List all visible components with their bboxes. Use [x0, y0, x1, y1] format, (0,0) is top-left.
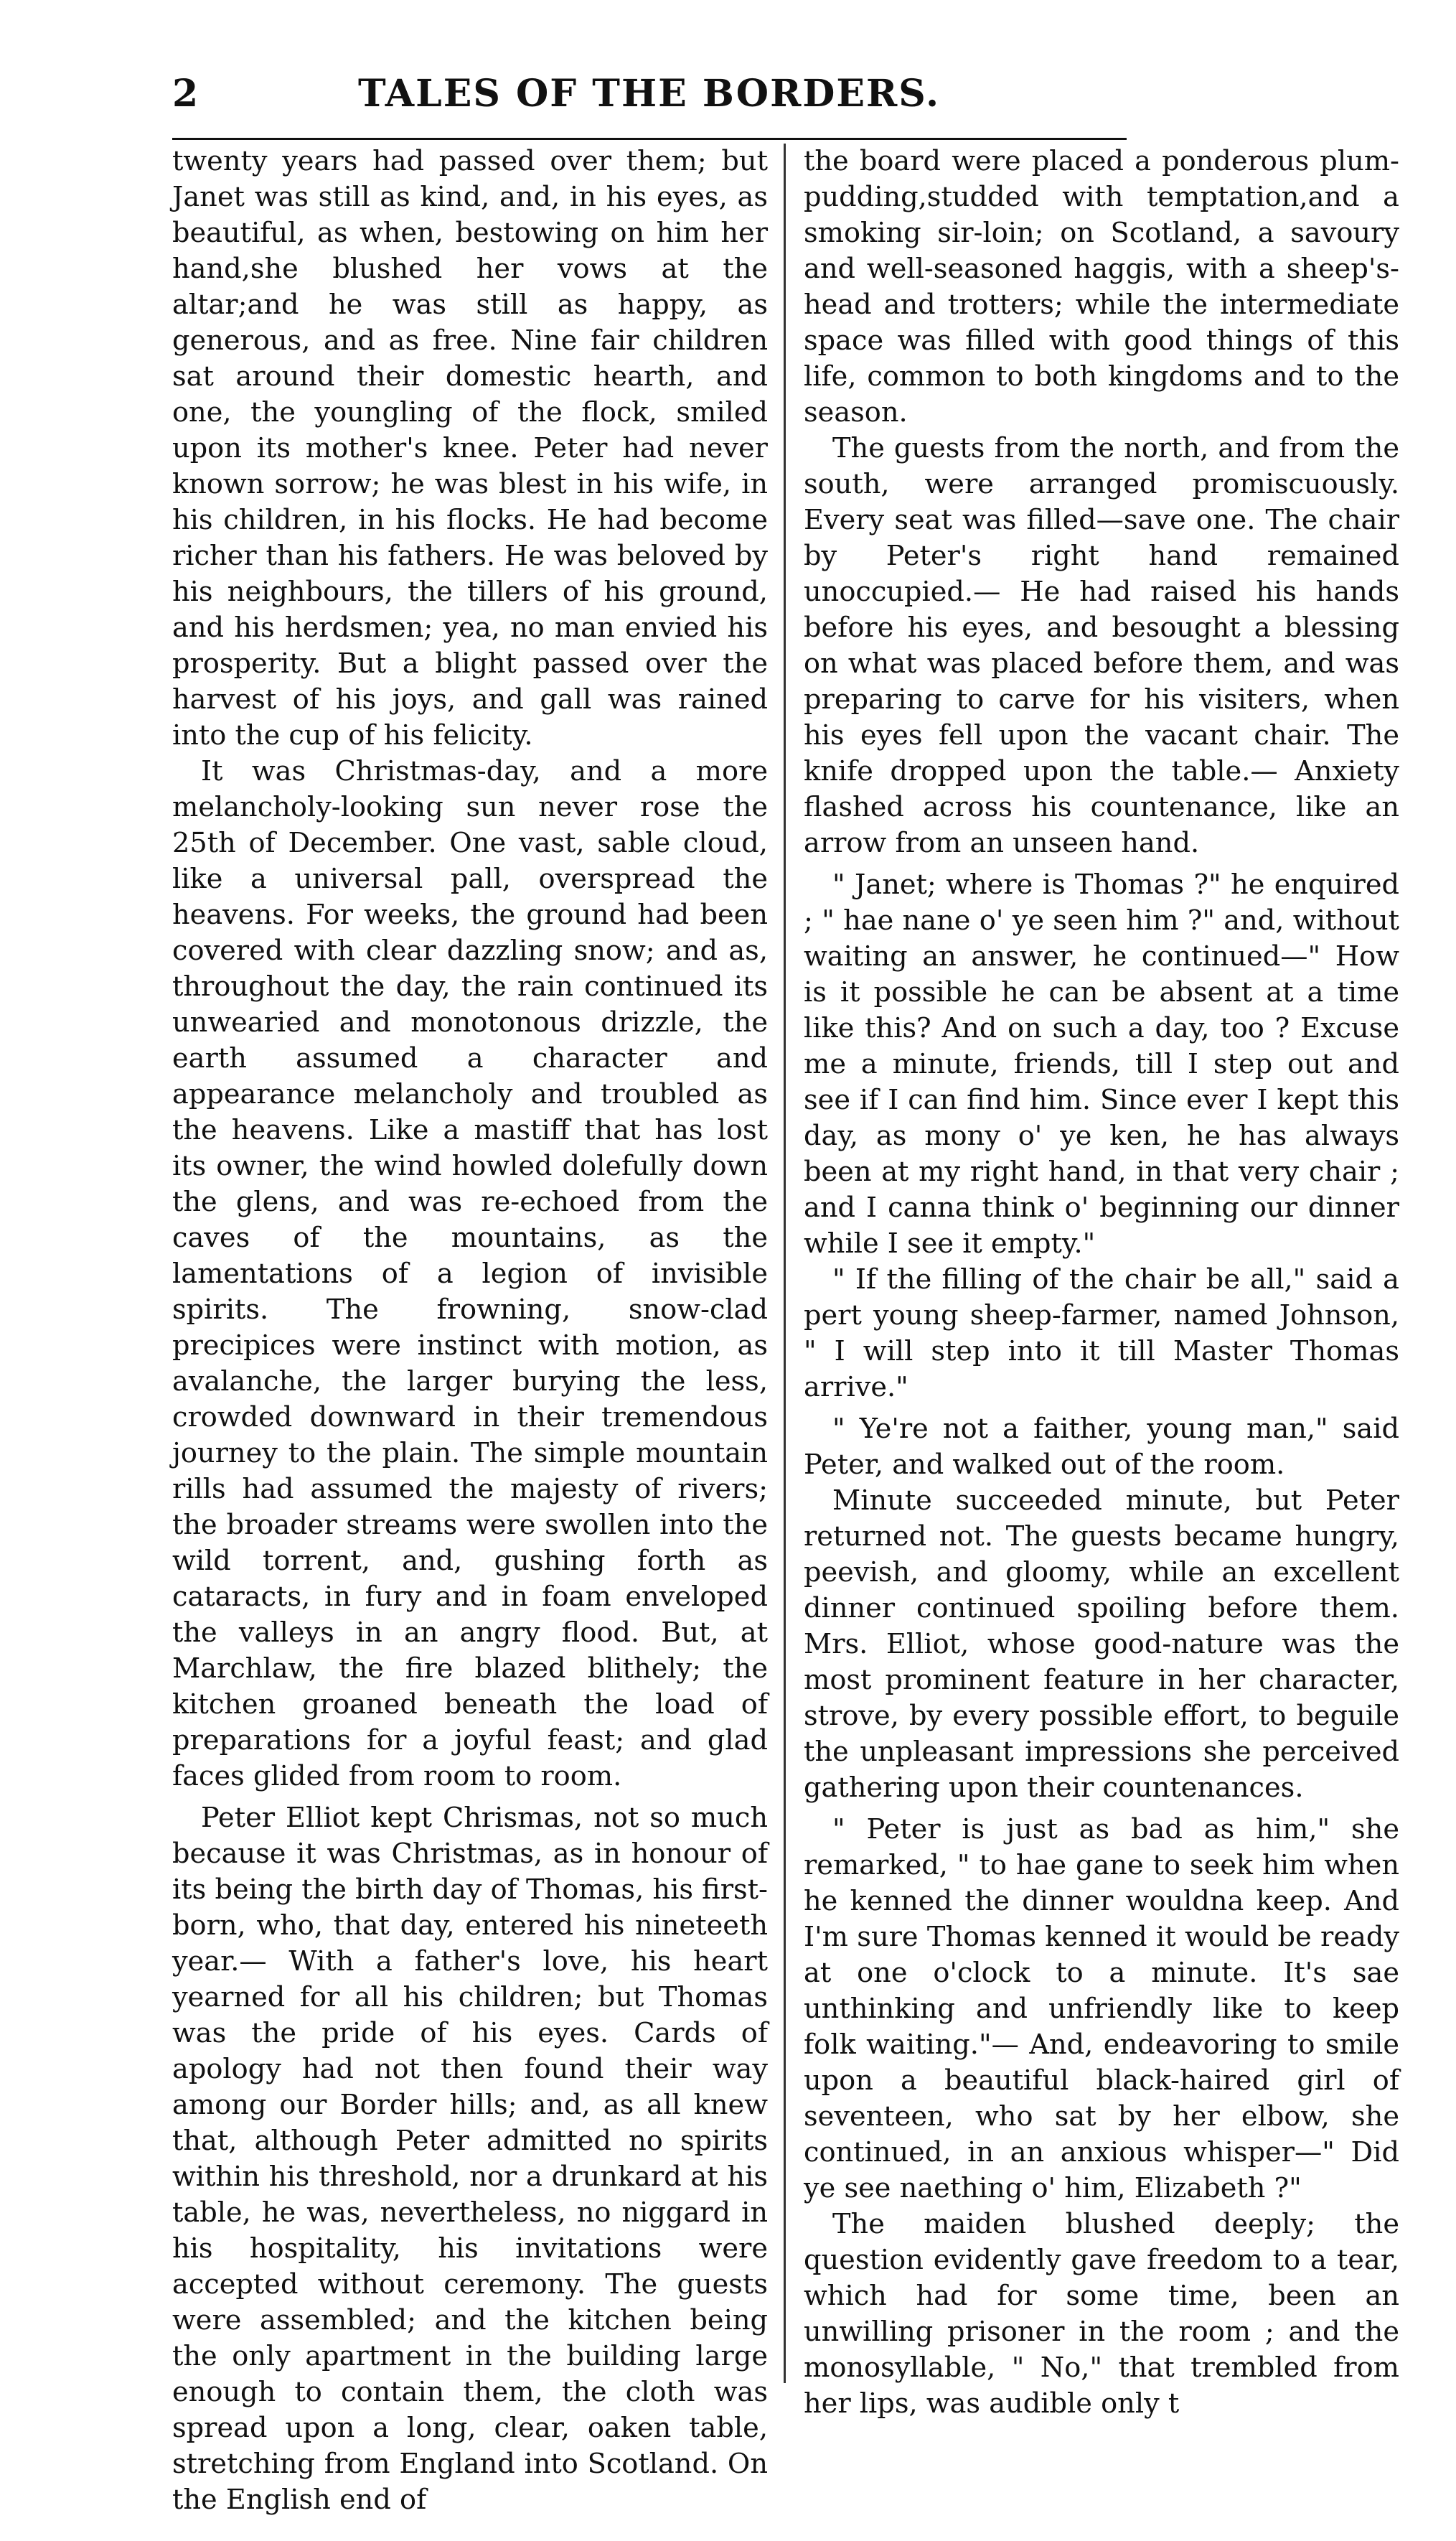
paragraph: " Ye're not a faither, young man," said Peter, and walked out of the room.	[804, 1413, 1399, 1481]
header-rule	[172, 138, 1127, 140]
paragraph: twenty years had passed over them; but Janet was still as kind, and, in his eyes, as beautiful, as when, bestowing on him her hand,she blushed her vows at the altar;and he was still as happy, as generous, and as free. Nine fair children sat around their domestic hearth, and one, the youngling of the flock, smiled upon its mother's knee. Peter had never known sorrow; he was blest in his wife, in his children, in his flocks. He had become richer than his fathers. He was beloved by his neighbours, the tillers of his ground, and his herdsmen; yea, no man envied his prosperity. But a blight passed over the harvest of his joys, and gall was rained into the cup of his felicity.	[172, 145, 768, 752]
paragraph: " If the filling of the chair be all," said a pert young sheep-farmer, named Johnson, " I will step into it till Master Thomas arrive."	[804, 1263, 1399, 1403]
paragraph: It was Christmas-day, and a more melancholy-looking sun never rose the 25th of December. One vast, sable cloud, like a universal pall, overspread the heavens. For weeks, the ground had been covered with clear dazzling snow; and as, throughout the day, the rain continued its unwearied and monotonous drizzle, the earth assumed a character and appearance melancholy and troubled as the heavens. Like a mastiff that has lost its owner, the wind howled dolefully down the glens, and was re-echoed from the caves of the mountains, as the lamentations of a legion of invisible spirits. The frowning, snow-clad precipices were instinct with motion, as avalanche, the larger burying the less, crowded downward in their tremendous journey to the plain. The simple mountain rills had assumed the majesty of rivers; the broader streams were swollen into the wild torrent, and, gushing forth as cataracts, in fury and in foam enveloped the valleys in an angry flood. But, at Marchlaw, the fire blazed blithely; the kitchen groaned beneath the load of preparations for a joyful feast; and glad faces glided from room to room.	[172, 755, 768, 1792]
left-column	[172, 144, 768, 2518]
paragraph: the board were placed a ponderous plum-pudding,studded with temptation,and a smoking sir-loin; on Scotland, a savoury and well-seasoned haggis, with a sheep's-head and trotters; while the intermediate space was filled with good things of this life, common to both kingdoms and to the season.	[804, 145, 1399, 429]
column-divider	[784, 144, 786, 2383]
right-column	[804, 144, 1399, 2422]
paragraph: Minute succeeded minute, but Peter returned not. The guests became hungry, peevish, and gloomy, while an excellent dinner continued spoiling before them. Mrs. Elliot, whose good-nature was the most prominent feature in her character, strove, by every possible effort, to beguile the unpleasant impressions she perceived gathering upon their countenances.	[804, 1484, 1399, 1804]
running-head: TALES OF THE BORDERS.	[357, 72, 941, 116]
paragraph: Peter Elliot kept Chrismas, not so much because it was Christmas, as in honour of its being the birth day of Thomas, his first-born, who, that day, entered his nineteeth year.— With a father's love, his heart yearned for all his children; but Thomas was the pride of his eyes. Cards of apology had not then found their way among our Border hills; and, as all knew that, although Peter admitted no spirits within his threshold, nor a drunkard at his table, he was, nevertheless, no niggard in his hospitality, his invitations were accepted without ceremony. The guests were assembled; and the kitchen being the only apartment in the building large enough to contain them, the cloth was spread upon a long, clear, oaken table, stretching from England into Scotland. On the English end of	[172, 1802, 768, 2516]
paragraph: " Peter is just as bad as him," she remarked, " to hae gane to seek him when he kenned the dinner wouldna keep. And I'm sure Thomas kenned it would be ready at one o'clock to a minute. It's sae unthinking and unfriendly like to keep folk waiting."— And, endeavoring to smile upon a beautiful black-haired girl of seventeen, who sat by her elbow, she continued, in an anxious whisper—" Did ye see naething o' him, Elizabeth ?"	[804, 1813, 1399, 2204]
paragraph: The maiden blushed deeply; the question evidently gave freedom to a tear, which had for some time, been an unwilling prisoner in the room ; and the monosyllable, " No," that trembled from her lips, was audible only t	[804, 2208, 1399, 2420]
page-header	[172, 72, 1126, 136]
paragraph: " Janet; where is Thomas ?" he enquired ; " hae nane o' ye seen him ?" and, without waiting an answer, he continued—" How is it possible he can be absent at a time like this? And on such a day, too ? Excuse me a minute, friends, till I step out and see if I can find him. Since ever I kept this day, as mony o' ye ken, he has always been at my right hand, in that very chair ; and I canna think o' beginning our dinner while I see it empty."	[804, 869, 1399, 1260]
page-number: 2	[172, 72, 199, 116]
paragraph: The guests from the north, and from the south, were arranged promiscuously. Every seat was filled—save one. The chair by Peter's right hand remained unoccupied.— He had raised his hands before his eyes, and besought a blessing on what was placed before them, and was preparing to carve for his visiters, when his eyes fell upon the vacant chair. The knife dropped upon the table.— Anxiety flashed across his countenance, like an arrow from an unseen hand.	[804, 432, 1399, 859]
